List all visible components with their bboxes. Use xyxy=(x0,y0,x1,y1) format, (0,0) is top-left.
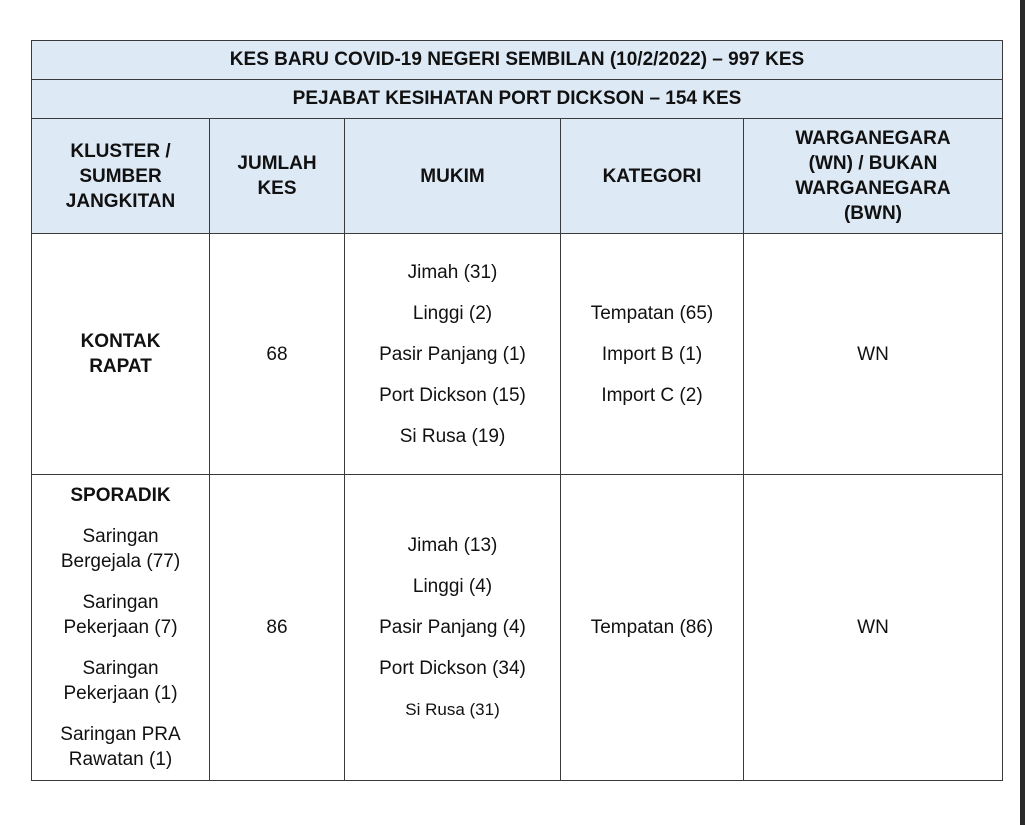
cell-kluster xyxy=(32,475,210,781)
kluster-subitem-line: Bergejala (77) xyxy=(60,551,181,572)
kategori-item: Tempatan (86) xyxy=(590,617,714,638)
mukim-item: Jimah (13) xyxy=(407,535,498,556)
header-kluster-line: KLUSTER / xyxy=(70,140,171,162)
table-subtitle: PEJABAT KESIHATAN PORT DICKSON – 154 KES xyxy=(32,80,1003,119)
header-warga xyxy=(744,119,1003,234)
cell-kategori xyxy=(561,475,744,781)
title-row xyxy=(32,41,1003,80)
kluster-subitem xyxy=(63,656,177,706)
kluster-subitem xyxy=(63,590,177,640)
mukim-item: Port Dickson (15) xyxy=(379,384,526,406)
kluster-line: KONTAK xyxy=(80,331,161,352)
kluster-subitem-line: Pekerjaan (1) xyxy=(63,683,178,704)
mukim-item: Port Dickson (34) xyxy=(379,658,526,679)
kluster-title: SPORADIK xyxy=(70,485,171,506)
mukim-item: Pasir Panjang (4) xyxy=(379,617,526,638)
header-kategori: KATEGORI xyxy=(561,119,744,234)
kluster-subitem-line: Saringan xyxy=(82,592,159,613)
cell-jumlah: 86 xyxy=(210,475,345,781)
kategori-item: Tempatan (65) xyxy=(590,302,714,324)
table-row xyxy=(32,234,1003,475)
kategori-item: Import B (1) xyxy=(601,343,703,365)
kluster-subitem-line: Rawatan (1) xyxy=(68,749,173,770)
header-warga-line: WARGANEGARA xyxy=(795,178,951,199)
header-kluster-line: JANGKITAN xyxy=(65,190,176,212)
cell-warga: WN xyxy=(744,234,1003,475)
cell-kluster xyxy=(32,234,210,475)
header-jumlah-line: KES xyxy=(257,178,297,199)
header-mukim: MUKIM xyxy=(345,119,561,234)
kluster-subitem-line: Pekerjaan (7) xyxy=(63,617,178,638)
mukim-item: Si Rusa (31) xyxy=(405,700,500,719)
kluster-subitem xyxy=(61,524,180,574)
header-jumlah xyxy=(210,119,345,234)
header-kluster-line: SUMBER xyxy=(79,165,162,187)
header-warga-line: WARGANEGARA xyxy=(795,128,951,149)
kluster-subitem-line: Saringan xyxy=(82,526,159,547)
header-warga-line: (BWN) xyxy=(843,203,903,224)
mukim-item: Pasir Panjang (1) xyxy=(379,343,526,365)
page-edge xyxy=(1020,0,1025,825)
mukim-item: Si Rusa (19) xyxy=(399,425,506,447)
mukim-item: Linggi (2) xyxy=(412,302,493,324)
subtitle-row xyxy=(32,80,1003,119)
cell-jumlah: 68 xyxy=(210,234,345,475)
cell-warga: WN xyxy=(744,475,1003,781)
table-row xyxy=(32,475,1003,781)
kluster-subitem xyxy=(60,722,180,772)
kluster-subitem-line: Saringan PRA xyxy=(60,724,181,745)
kluster-line: RAPAT xyxy=(89,356,152,377)
kluster-subitem-line: Saringan xyxy=(82,658,159,679)
mukim-item: Linggi (4) xyxy=(412,576,493,597)
header-warga-line: (WN) / BUKAN xyxy=(808,153,938,174)
cell-kategori xyxy=(561,234,744,475)
cell-mukim xyxy=(345,234,561,475)
table-title: KES BARU COVID-19 NEGERI SEMBILAN (10/2/2022) – 997 KES xyxy=(32,41,1003,80)
mukim-item: Jimah (31) xyxy=(407,261,498,283)
header-row xyxy=(32,119,1003,234)
kategori-item: Import C (2) xyxy=(601,384,703,406)
covid-cases-table xyxy=(31,40,1003,781)
cell-mukim xyxy=(345,475,561,781)
header-kluster xyxy=(32,119,210,234)
header-jumlah-line: JUMLAH xyxy=(237,153,317,174)
